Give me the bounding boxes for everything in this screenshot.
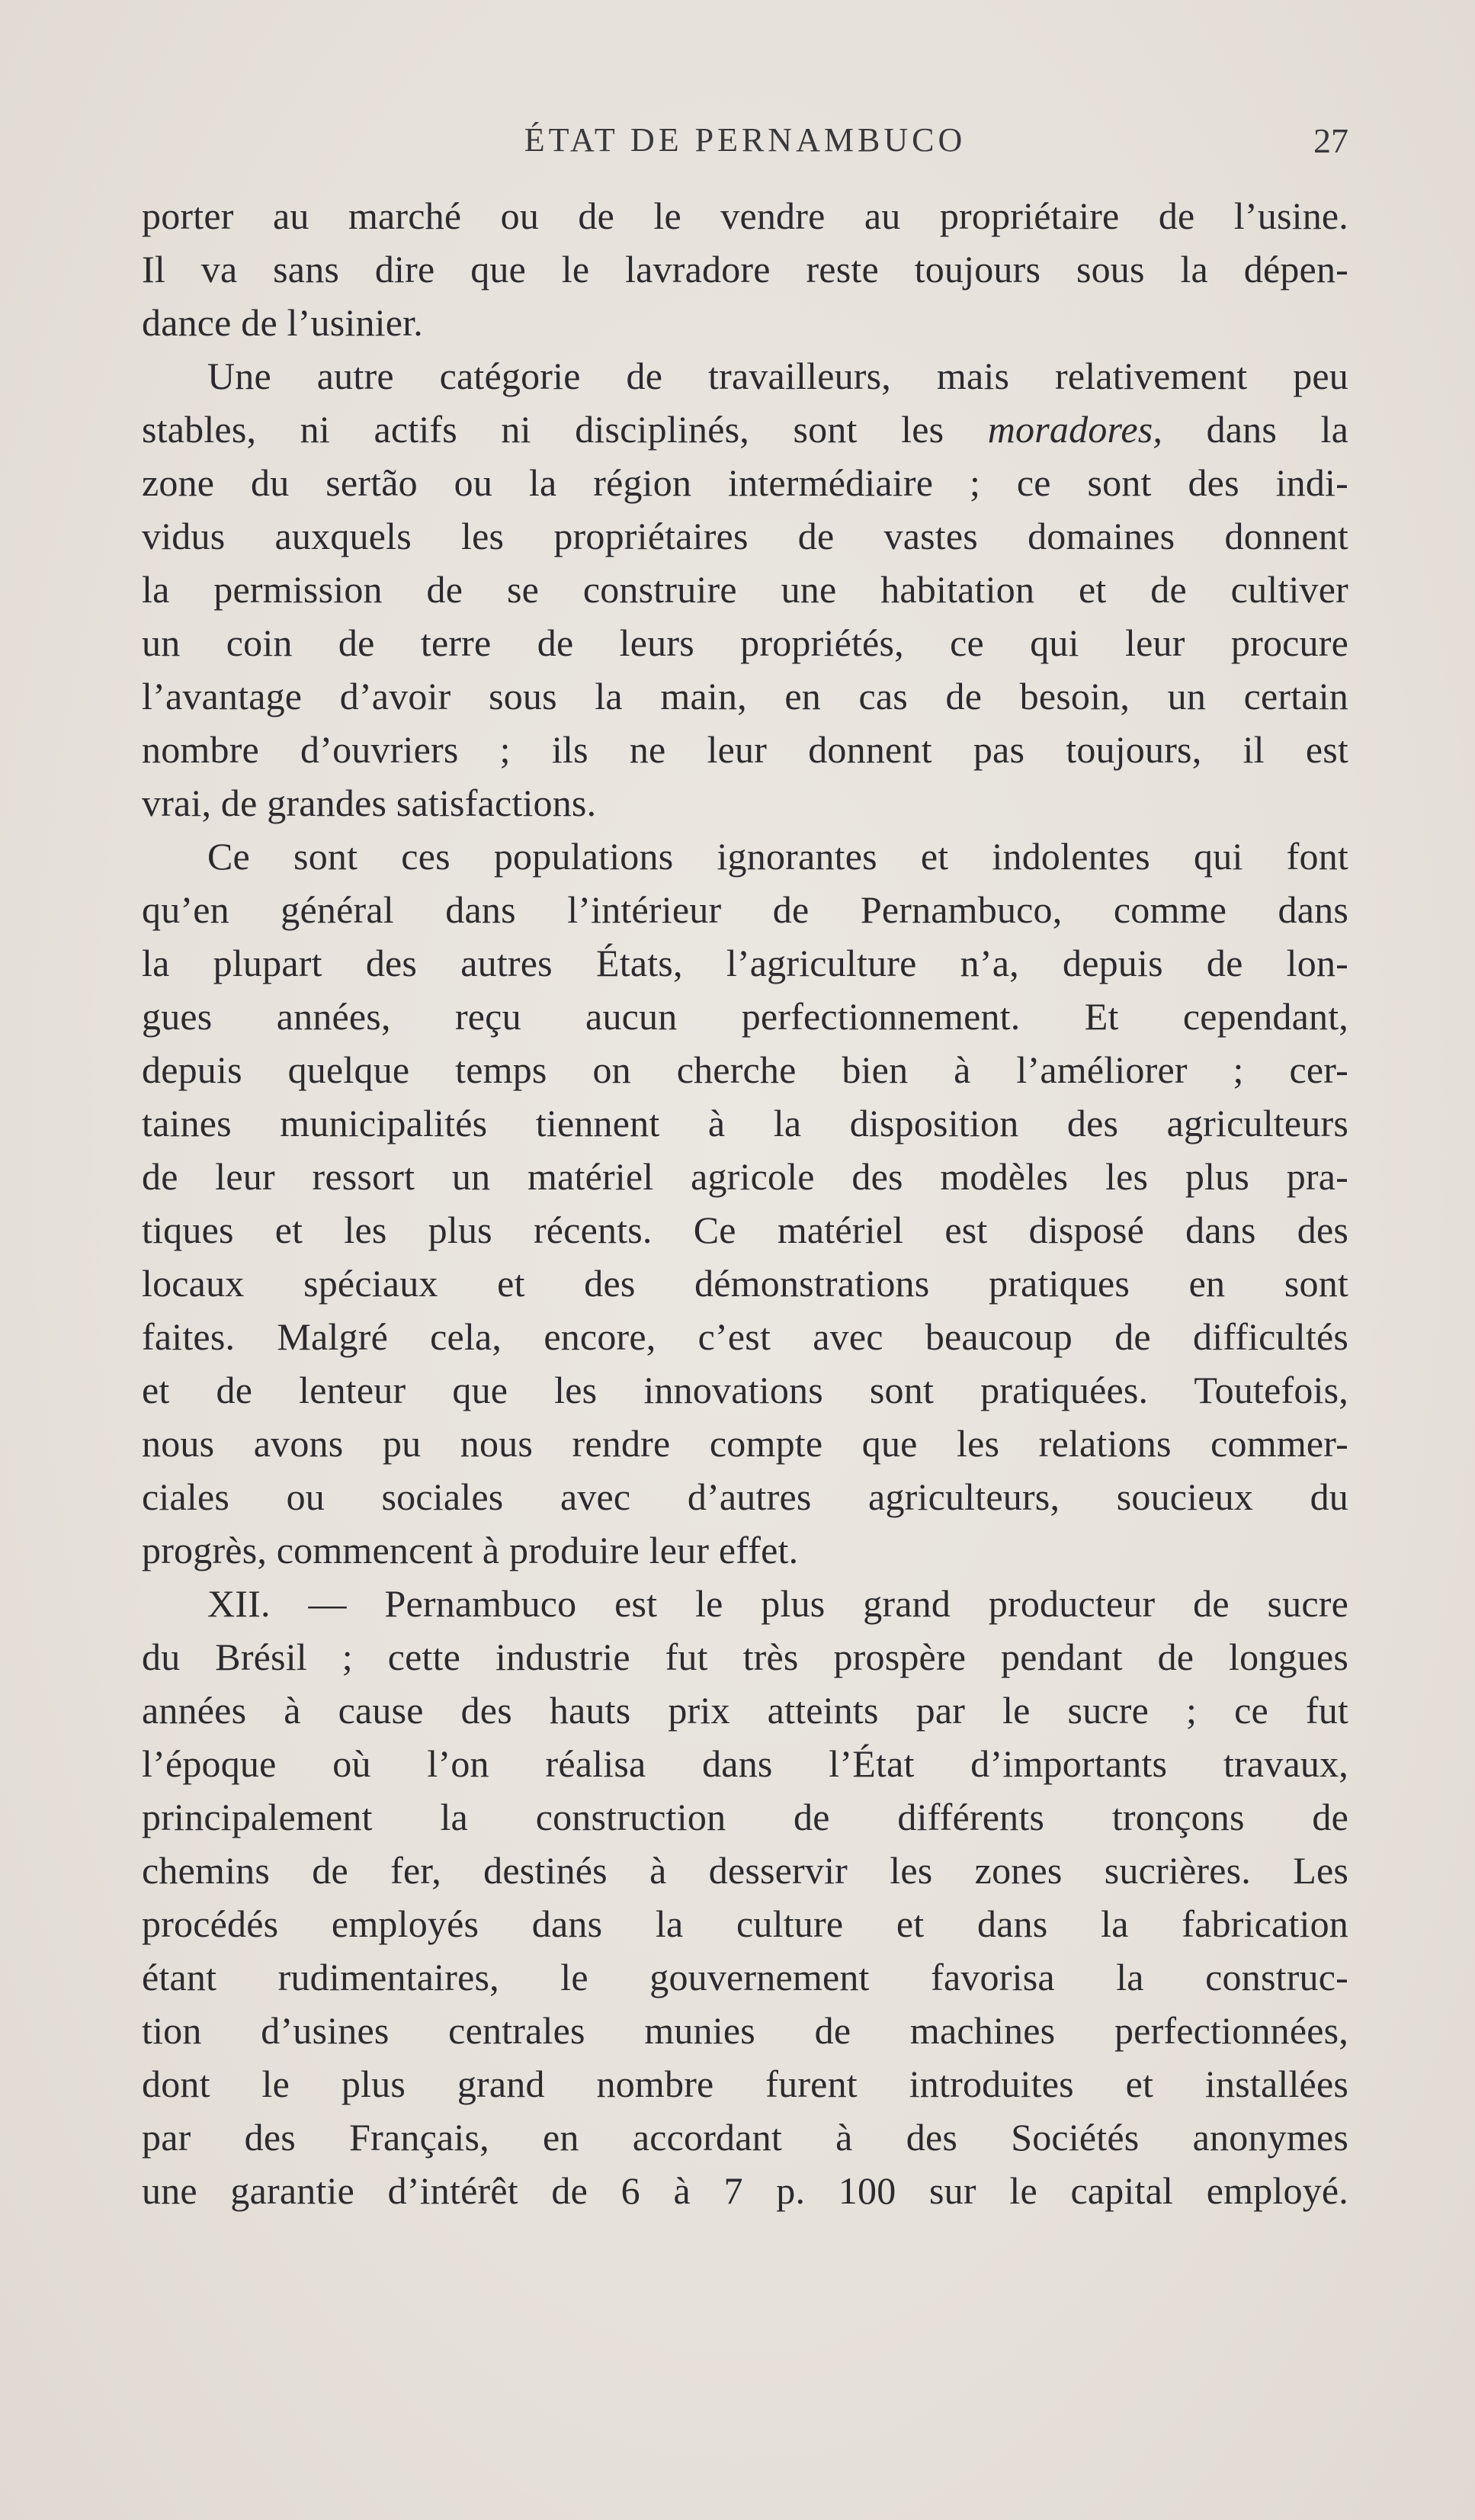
text-line: la permission de se construire une habitation et de cultiver xyxy=(142,568,1348,611)
text-line: tiques et les plus récents. Ce matériel est disposé dans des xyxy=(142,1209,1348,1251)
text-line: ciales ou sociales avec d’autres agriculteurs, soucieux du xyxy=(142,1475,1348,1518)
body-text xyxy=(142,189,1348,2217)
text-line: taines municipalités tiennent à la disposition des agriculteurs xyxy=(142,1102,1348,1144)
text-line: nombre d’ouvriers ; ils ne leur donnent pas toujours, il est xyxy=(142,728,1348,771)
text-line: dance de l’usinier. xyxy=(142,301,423,344)
text-line: chemins de fer, destinés à desservir les zones sucrières. Les xyxy=(142,1849,1348,1892)
text-line: un coin de terre de leurs propriétés, ce qui leur procure xyxy=(142,621,1348,664)
text-line: tion d’usines centrales munies de machines perfectionnées, xyxy=(142,2009,1348,2052)
text-line: du Brésil ; cette industrie fut très prospère pendant de longues xyxy=(142,1636,1348,1678)
text-line: et de lenteur que les innovations sont pratiquées. Toutefois, xyxy=(142,1369,1348,1411)
text-line: progrès, commencent à produire leur effet. xyxy=(142,1529,799,1571)
text-line: dont le plus grand nombre furent introduites et installées xyxy=(142,2063,1348,2105)
text-line xyxy=(142,403,1348,456)
text-line: qu’en général dans l’intérieur de Pernambuco, comme dans xyxy=(142,888,1348,931)
text-line: l’époque où l’on réalisa dans l’État d’importants travaux, xyxy=(142,1742,1348,1785)
text-line: la plupart des autres États, l’agriculture n’a, depuis de lon- xyxy=(142,942,1348,984)
running-title: ÉTAT DE PERNAMBUCO xyxy=(524,121,967,159)
text-line: nous avons pu nous rendre compte que les relations commer- xyxy=(142,1422,1348,1465)
text-line: zone du sertão ou la région intermédiaire ; ce sont des indi- xyxy=(142,461,1348,504)
line-segment: stables, ni actifs ni disciplinés, sont les xyxy=(142,408,988,451)
line-segment: dans la xyxy=(1162,408,1348,451)
paragraph-start-line: Ce sont ces populations ignorantes et indolentes qui font xyxy=(207,835,1348,878)
text-line: locaux spéciaux et des démonstrations pratiques en sont xyxy=(142,1262,1348,1305)
paragraph-start-line: Une autre catégorie de travailleurs, mais relativement peu xyxy=(207,355,1348,397)
text-line: de leur ressort un matériel agricole des modèles les plus pra- xyxy=(142,1155,1348,1198)
text-line: vidus auxquels les propriétaires de vastes domaines donnent xyxy=(142,515,1348,557)
page-number: 27 xyxy=(1313,121,1348,160)
text-line: par des Français, en accordant à des Sociétés anonymes xyxy=(142,2116,1348,2159)
text-line: l’avantage d’avoir sous la main, en cas de besoin, un certain xyxy=(142,675,1348,717)
text-line: années à cause des hauts prix atteints par le sucre ; ce fut xyxy=(142,1689,1348,1732)
text-line: procédés employés dans la culture et dans la fabrication xyxy=(142,1902,1348,1945)
text-line: porter au marché ou de le vendre au propriétaire de l’usine. xyxy=(142,194,1348,237)
running-header xyxy=(142,120,1348,166)
text-line: une garantie d’intérêt de 6 à 7 p. 100 sur le capital employé. xyxy=(142,2169,1348,2212)
text-line: gues années, reçu aucun perfectionnement. Et cependant, xyxy=(142,995,1348,1038)
text-line: depuis quelque temps on cherche bien à l’améliorer ; cer- xyxy=(142,1048,1348,1091)
text-line: faites. Malgré cela, encore, c’est avec beaucoup de difficultés xyxy=(142,1315,1348,1358)
italic-term: moradores, xyxy=(987,408,1163,451)
text-line: principalement la construction de différents tronçons de xyxy=(142,1796,1348,1838)
text-line: étant rudimentaires, le gouvernement favorisa la construc- xyxy=(142,1956,1348,1998)
text-line: Il va sans dire que le lavradore reste toujours sous la dépen- xyxy=(142,248,1348,291)
text-line: vrai, de grandes satisfactions. xyxy=(142,782,597,824)
paragraph-start-line: XII. — Pernambuco est le plus grand producteur de sucre xyxy=(207,1582,1348,1625)
